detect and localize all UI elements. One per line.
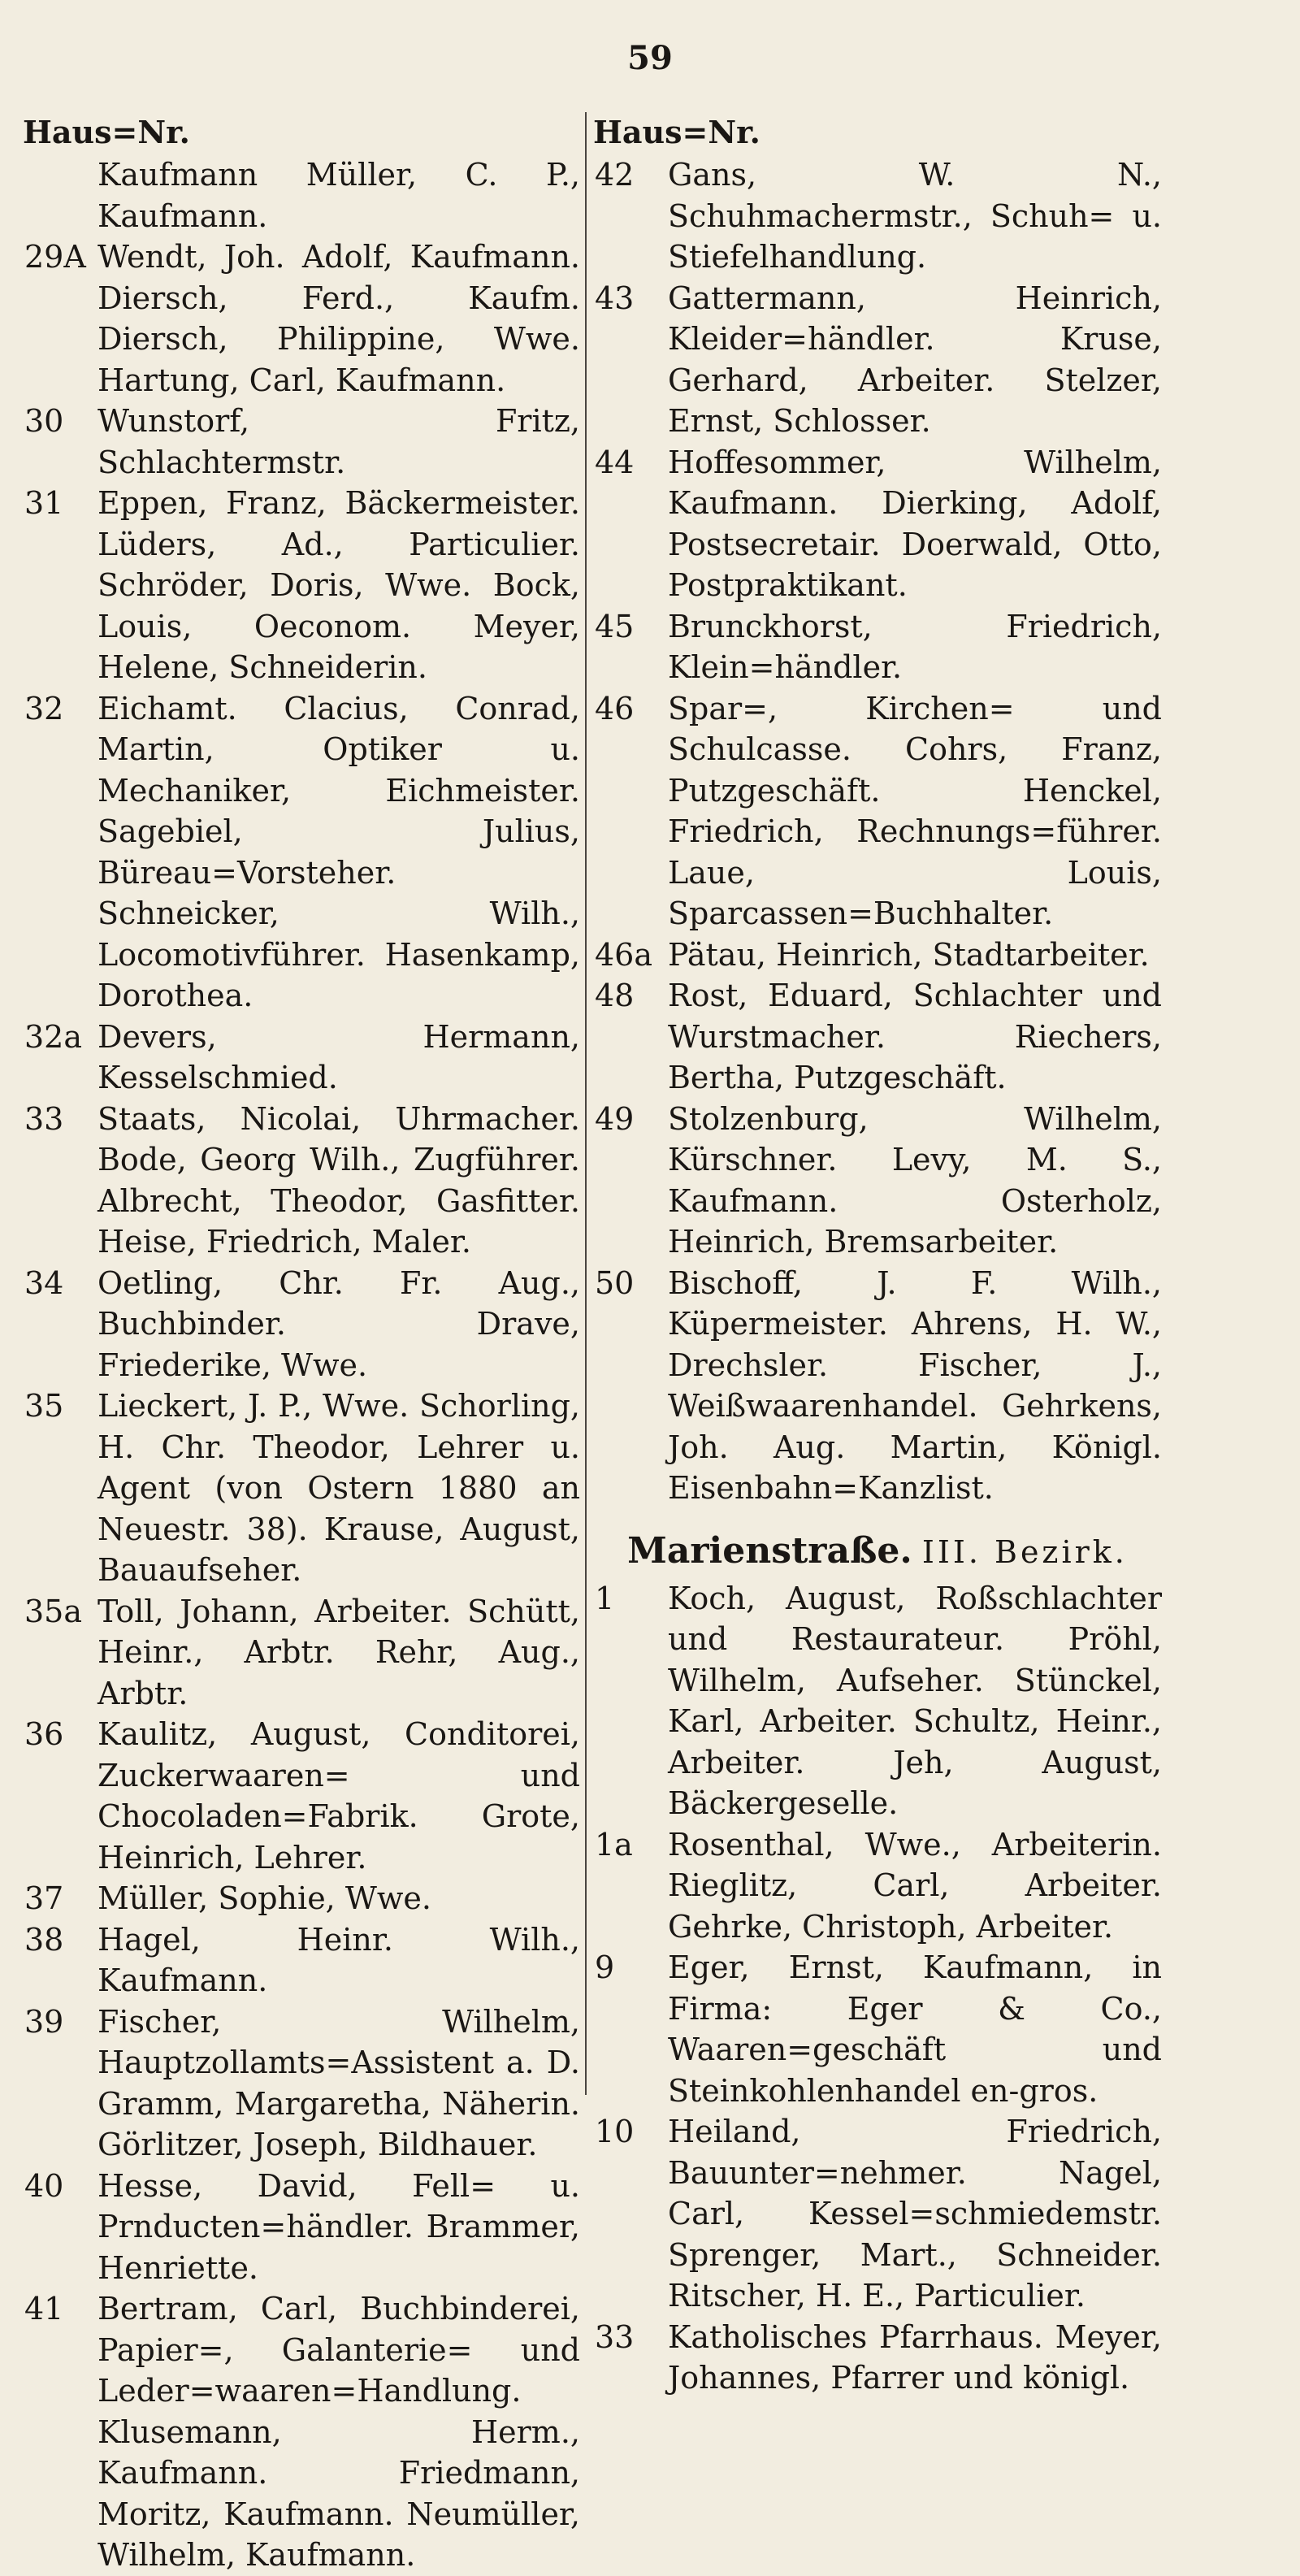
house-number: 33 xyxy=(24,1100,64,1137)
street-entry-list xyxy=(593,1578,1162,2399)
resident-text: Wendt, Joh. Adolf, Kaufmann. Diersch, Ferd., Kaufm. Diersch, Philippine, Wwe. Hartung, Carl, Kaufmann. xyxy=(98,239,580,398)
house-number: 32 xyxy=(24,690,64,726)
resident-text: Fischer, Wilhelm, Hauptzollamts=Assistent a. D. Gramm, Margaretha, Näherin. Görlitzer, Joseph, Bildhauer. xyxy=(98,2003,580,2162)
house-number: 34 xyxy=(24,1264,64,1301)
house-number-header: Haus=Nr. xyxy=(23,114,190,150)
directory-entry xyxy=(23,2288,580,2576)
resident-text: Wunstorf, Fritz, Schlachtermstr. xyxy=(98,403,580,480)
house-number: 10 xyxy=(595,2114,635,2149)
house-number: 29A xyxy=(24,239,86,275)
house-number: 50 xyxy=(595,1264,635,1301)
resident-text: Hagel, Heinr. Wilh., Kaufmann. xyxy=(98,1921,580,1998)
directory-entry xyxy=(593,442,1162,606)
column-divider xyxy=(585,112,587,2095)
house-number: 9 xyxy=(595,1949,615,1985)
directory-entry xyxy=(23,1386,580,1591)
resident-text: Kaufmann Müller, C. P., Kaufmann. xyxy=(98,157,580,234)
house-number: 46a xyxy=(595,936,653,973)
house-number: 32a xyxy=(24,1018,83,1055)
right-column xyxy=(593,112,1162,2396)
directory-entry xyxy=(593,975,1162,1099)
directory-entry xyxy=(23,688,580,1017)
house-number: 43 xyxy=(595,280,635,316)
page-number: 59 xyxy=(627,39,673,77)
resident-text: Staats, Nicolai, Uhrmacher. Bode, Georg Wilh., Zugführer. Albrecht, Theodor, Gasfitter. Heise, Friedrich, Maler. xyxy=(98,1100,580,1260)
resident-text: Devers, Hermann, Kesselschmied. xyxy=(98,1018,580,1095)
resident-text: Toll, Johann, Arbeiter. Schütt, Heinr., Arbtr. Rehr, Aug., Arbtr. xyxy=(98,1593,580,1711)
directory-entry xyxy=(593,1947,1162,2111)
house-number: 36 xyxy=(24,1716,64,1752)
directory-entry xyxy=(593,935,1162,976)
resident-text: Brunckhorst, Friedrich, Klein=händler. xyxy=(668,608,1162,685)
house-number: 33 xyxy=(595,2318,635,2355)
directory-entry xyxy=(593,688,1162,935)
resident-text: Bertram, Carl, Buchbinderei, Papier=, Galanterie= und Leder=waaren=Handlung. Klusemann, Herm., Kaufmann. Friedmann, Moritz, Kaufmann. Neumüller, Wilhelm, Kaufmann. xyxy=(98,2291,580,2573)
resident-text: Spar=, Kirchen= und Schulcasse. Cohrs, Franz, Putzgeschäft. Henckel, Friedrich, Rechnungs=führer. Laue, Louis, Sparcassen=Buchhalter. xyxy=(668,690,1162,931)
resident-text: Gattermann, Heinrich, Kleider=händler. Kruse, Gerhard, Arbeiter. Stelzer, Ernst, Schlosser. xyxy=(668,280,1162,439)
resident-text: Stolzenburg, Wilhelm, Kürschner. Levy, M. S., Kaufmann. Osterholz, Heinrich, Bremsarbeiter. xyxy=(668,1100,1162,1260)
house-number: 1a xyxy=(595,1826,633,1863)
house-number: 39 xyxy=(24,2003,64,2040)
resident-text: Rost, Eduard, Schlachter und Wurstmacher. Riechers, Bertha, Putzgeschäft. xyxy=(668,978,1162,1095)
house-number: 46 xyxy=(595,690,635,726)
resident-text: Lieckert, J. P., Wwe. Schorling, H. Chr. Theodor, Lehrer u. Agent (von Ostern 1880 an Neuestr. 38). Krause, August, Bauaufseher. xyxy=(98,1388,580,1588)
left-entry-list xyxy=(23,154,580,2576)
house-number: 49 xyxy=(595,1100,635,1137)
directory-entry xyxy=(23,236,580,401)
directory-entry xyxy=(23,1919,580,2001)
resident-text: Eichamt. Clacius, Conrad, Martin, Optiker u. Mechaniker, Eichmeister. Sagebiel, Julius, Büreau=Vorsteher. Schneicker, Wilh., Locomotivführer. Hasenkamp, Dorothea. xyxy=(98,690,580,1013)
resident-text: Hesse, David, Fell= u. Prnducten=händler. Brammer, Henriette. xyxy=(98,2167,580,2286)
directory-entry xyxy=(593,154,1162,278)
house-number: 35 xyxy=(24,1388,64,1424)
directory-entry xyxy=(593,2317,1162,2399)
resident-text: Gans, W. N., Schuhmachermstr., Schuh= u. Stiefelhandlung. xyxy=(668,157,1162,275)
resident-text: Eger, Ernst, Kaufmann, in Firma: Eger & Co., Waaren=geschäft und Steinkohlenhandel en-gros. xyxy=(668,1949,1162,2109)
directory-entry xyxy=(593,1263,1162,1509)
resident-text: Katholisches Pfarrhaus. Meyer, Johannes, Pfarrer und königl. xyxy=(668,2318,1162,2396)
street-heading xyxy=(593,1529,1162,1575)
resident-text: Oetling, Chr. Fr. Aug., Buchbinder. Drave, Friederike, Wwe. xyxy=(98,1264,580,1383)
directory-entry xyxy=(593,278,1162,442)
street-name: Marienstraße. xyxy=(627,1529,912,1572)
directory-entry xyxy=(593,2111,1162,2317)
house-number: 1 xyxy=(595,1580,615,1616)
house-number: 40 xyxy=(24,2167,64,2204)
directory-entry xyxy=(593,1578,1162,1824)
directory-entry xyxy=(23,1017,580,1099)
left-column xyxy=(23,112,580,2573)
resident-text: Koch, August, Roßschlachter und Restaurateur. Pröhl, Wilhelm, Aufseher. Stünckel, Karl, Arbeiter. Schultz, Heinr., Arbeiter. Jeh, August, Bäckergeselle. xyxy=(668,1580,1162,1821)
resident-text: Bischoff, J. F. Wilh., Küpermeister. Ahrens, H. W., Drechsler. Fischer, J., Weißwaarenhandel. Gehrkens, Joh. Aug. Martin, Königl. Eisenbahn=Kanzlist. xyxy=(668,1264,1162,1506)
directory-entry xyxy=(23,1263,580,1386)
resident-text: Müller, Sophie, Wwe. xyxy=(98,1880,431,1916)
house-number-header: Haus=Nr. xyxy=(593,114,760,150)
house-number: 38 xyxy=(24,1921,64,1958)
directory-entry xyxy=(23,1591,580,1715)
directory-entry xyxy=(23,2001,580,2166)
house-number: 35a xyxy=(24,1593,83,1629)
directory-entry xyxy=(23,154,580,236)
resident-text: Heiland, Friedrich, Bauunter=nehmer. Nagel, Carl, Kessel=schmiedemstr. Sprenger, Mart., Schneider. Ritscher, H. E., Particulier. xyxy=(668,2114,1162,2314)
resident-text: Hoffesommer, Wilhelm, Kaufmann. Dierking, Adolf, Postsecretair. Doerwald, Otto, Postpraktikant. xyxy=(668,444,1162,603)
house-number xyxy=(23,154,98,236)
district-label: III. Bezirk. xyxy=(921,1533,1128,1570)
house-number: 31 xyxy=(24,485,64,521)
house-number: 37 xyxy=(24,1880,64,1916)
resident-text: Kaulitz, August, Conditorei, Zuckerwaaren= und Chocoladen=Fabrik. Grote, Heinrich, Lehrer. xyxy=(98,1716,580,1876)
directory-entry xyxy=(593,606,1162,688)
directory-entry xyxy=(593,1824,1162,1948)
resident-text: Eppen, Franz, Bäckermeister. Lüders, Ad., Particulier. Schröder, Doris, Wwe. Bock, Louis, Oeconom. Meyer, Helene, Schneiderin. xyxy=(98,485,580,685)
right-entry-list xyxy=(593,154,1162,1509)
directory-entry xyxy=(23,1714,580,1878)
resident-text: Rosenthal, Wwe., Arbeiterin. Rieglitz, Carl, Arbeiter. Gehrke, Christoph, Arbeiter. xyxy=(668,1826,1162,1945)
house-number: 45 xyxy=(595,608,635,644)
directory-entry xyxy=(23,2166,580,2289)
house-number: 48 xyxy=(595,978,635,1013)
directory-entry xyxy=(23,1878,580,1919)
resident-text: Pätau, Heinrich, Stadtarbeiter. xyxy=(668,936,1150,973)
directory-entry xyxy=(23,401,580,483)
house-number: 30 xyxy=(24,403,64,439)
directory-entry xyxy=(23,483,580,688)
house-number: 44 xyxy=(595,444,635,480)
house-number: 41 xyxy=(24,2291,64,2327)
directory-entry xyxy=(593,1099,1162,1263)
directory-entry xyxy=(23,1099,580,1263)
house-number: 42 xyxy=(595,157,635,193)
